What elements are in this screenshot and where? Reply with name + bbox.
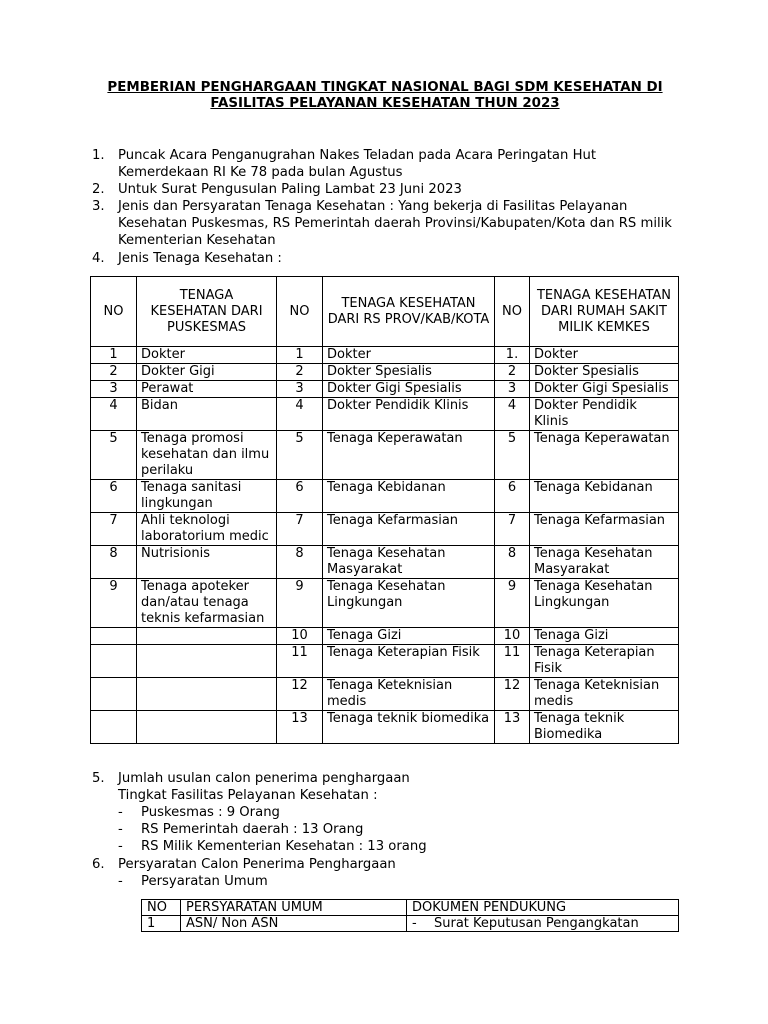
- table-cell: Tenaga Keterapian Fisik: [530, 645, 679, 678]
- table-cell: 4: [91, 398, 137, 431]
- table-row: [91, 645, 679, 678]
- table-cell: [91, 628, 137, 645]
- table-cell: Tenaga Keterapian Fisik: [323, 645, 495, 678]
- table-cell: 6: [495, 480, 530, 513]
- bullet-text: Puskesmas : 9 Orang: [141, 805, 280, 820]
- column-header: TENAGA KESEHATAN DARI RS PROV/KAB/KOTA: [323, 277, 495, 347]
- table-cell: 9: [91, 579, 137, 628]
- table-row: [91, 398, 679, 431]
- table-cell: 8: [277, 546, 323, 579]
- list-text: Jenis Tenaga Kesehatan :: [118, 251, 282, 266]
- table-cell: 4: [495, 398, 530, 431]
- table-cell: [91, 678, 137, 711]
- bullet-text: Persyaratan Umum: [141, 874, 268, 889]
- table-cell: Tenaga Keperawatan: [530, 431, 679, 480]
- tenaga-kesehatan-table: [90, 276, 679, 744]
- column-header: TENAGA KESEHATAN DARI RUMAH SAKIT MILIK KEMKES: [530, 277, 679, 347]
- table-cell: Tenaga Kesehatan Masyarakat: [323, 546, 495, 579]
- list-number: 5.: [92, 771, 105, 786]
- table-cell: [91, 645, 137, 678]
- table-cell: 1.: [495, 347, 530, 364]
- table-cell: 3: [495, 381, 530, 398]
- table-cell: 1: [142, 916, 181, 932]
- table-cell: 5: [91, 431, 137, 480]
- list-text: Untuk Surat Pengusulan Paling Lambat 23 Juni 2023: [118, 182, 462, 197]
- table-cell: 5: [495, 431, 530, 480]
- dash-bullet: -: [118, 805, 123, 820]
- list-number: 2.: [92, 182, 105, 197]
- table-cell: [137, 711, 277, 744]
- table-cell: 9: [495, 579, 530, 628]
- table-cell: Tenaga Kesehatan Lingkungan: [323, 579, 495, 628]
- title-line-2: FASILITAS PELAYANAN KESEHATAN THUN 2023: [210, 96, 560, 111]
- persyaratan-umum-table: [141, 899, 679, 932]
- table-row: [91, 546, 679, 579]
- table-row: [91, 431, 679, 480]
- table-cell: Tenaga teknik biomedika: [323, 711, 495, 744]
- table-row: [91, 513, 679, 546]
- table-cell: Dokter Gigi Spesialis: [323, 381, 495, 398]
- list-number: 1.: [92, 148, 105, 163]
- table-cell: 5: [277, 431, 323, 480]
- table-cell: 6: [277, 480, 323, 513]
- table-cell: 11: [495, 645, 530, 678]
- table-cell: 8: [495, 546, 530, 579]
- table-cell: 8: [91, 546, 137, 579]
- table-cell: 9: [277, 579, 323, 628]
- table-cell: Tenaga Keteknisian medis: [530, 678, 679, 711]
- list-number: 6.: [92, 857, 105, 872]
- column-header: NO: [277, 277, 323, 347]
- table-cell: Tenaga Kebidanan: [530, 480, 679, 513]
- list-text: Jenis dan Persyaratan Tenaga Kesehatan : Yang bekerja di Fasilitas Pelayanan: [118, 199, 628, 214]
- table-row: [91, 628, 679, 645]
- table-cell: 4: [277, 398, 323, 431]
- table-cell: Tenaga Keteknisian medis: [323, 678, 495, 711]
- table-header-row: [91, 277, 679, 347]
- table-row: [91, 678, 679, 711]
- table-cell: Dokter Spesialis: [530, 364, 679, 381]
- title-line-1: PEMBERIAN PENGHARGAAN TINGKAT NASIONAL BAGI SDM KESEHATAN DI: [107, 80, 663, 95]
- column-header: DOKUMEN PENDUKUNG: [407, 900, 679, 916]
- list-number: 4.: [92, 251, 105, 266]
- table-cell: [137, 628, 277, 645]
- table-cell: 2: [277, 364, 323, 381]
- list-text: Kementerian Kesehatan: [118, 233, 276, 248]
- dash-bullet: -: [118, 822, 123, 837]
- table-cell: Dokter Pendidik Klinis: [323, 398, 495, 431]
- table-cell: 10: [495, 628, 530, 645]
- table-cell: Tenaga apoteker dan/atau tenaga teknis kefarmasian: [137, 579, 277, 628]
- table-cell: 2: [495, 364, 530, 381]
- column-header: NO: [91, 277, 137, 347]
- table-cell: Nutrisionis: [137, 546, 277, 579]
- table-cell: [407, 916, 679, 932]
- page-title: [60, 80, 710, 112]
- table-cell: Tenaga Kebidanan: [323, 480, 495, 513]
- table-cell: Tenaga Kesehatan Masyarakat: [530, 546, 679, 579]
- table-row: [91, 711, 679, 744]
- table-cell: Ahli teknologi laboratorium medic: [137, 513, 277, 546]
- column-header: NO: [142, 900, 181, 916]
- table-cell: Tenaga Gizi: [530, 628, 679, 645]
- table-cell: 13: [277, 711, 323, 744]
- table-cell: Bidan: [137, 398, 277, 431]
- dash-bullet: -: [118, 874, 123, 889]
- table-cell: Dokter: [323, 347, 495, 364]
- table-cell: 1: [91, 347, 137, 364]
- table-cell: Dokter Pendidik Klinis: [530, 398, 679, 431]
- table-cell: 11: [277, 645, 323, 678]
- table-cell: Tenaga teknik Biomedika: [530, 711, 679, 744]
- table-cell: Tenaga Kefarmasian: [323, 513, 495, 546]
- table-row: [91, 347, 679, 364]
- table-row: [142, 916, 679, 932]
- table-cell: 7: [277, 513, 323, 546]
- list-text: Persyaratan Calon Penerima Penghargaan: [118, 857, 396, 872]
- table-cell: Tenaga Keperawatan: [323, 431, 495, 480]
- table-cell: 10: [277, 628, 323, 645]
- table-cell: Tenaga Gizi: [323, 628, 495, 645]
- table-cell: Dokter Gigi Spesialis: [530, 381, 679, 398]
- dash-bullet: -: [412, 916, 417, 931]
- table-cell: Tenaga promosi kesehatan dan ilmu perilaku: [137, 431, 277, 480]
- table-cell: [137, 678, 277, 711]
- table-cell: Perawat: [137, 381, 277, 398]
- table-cell: 3: [91, 381, 137, 398]
- list-text: Puncak Acara Penganugrahan Nakes Teladan pada Acara Peringatan Hut: [118, 148, 597, 163]
- list-text: Jumlah usulan calon penerima penghargaan: [118, 771, 410, 786]
- dokumen-text: Surat Keputusan Pengangkatan: [434, 916, 639, 931]
- bullet-text: RS Milik Kementerian Kesehatan : 13 orang: [141, 839, 427, 854]
- table-cell: 1: [277, 347, 323, 364]
- table-row: [91, 579, 679, 628]
- column-header: PERSYARATAN UMUM: [181, 900, 407, 916]
- table-row: [91, 381, 679, 398]
- table-row: [91, 364, 679, 381]
- table-cell: Dokter: [137, 347, 277, 364]
- table-cell: Dokter: [530, 347, 679, 364]
- table-cell: Dokter Spesialis: [323, 364, 495, 381]
- table-cell: 3: [277, 381, 323, 398]
- table-cell: 6: [91, 480, 137, 513]
- list-text: Tingkat Fasilitas Pelayanan Kesehatan :: [118, 788, 378, 803]
- bullet-text: RS Pemerintah daerah : 13 Orang: [141, 822, 364, 837]
- table-cell: Tenaga Kefarmasian: [530, 513, 679, 546]
- table-cell: 2: [91, 364, 137, 381]
- column-header: NO: [495, 277, 530, 347]
- table-cell: Tenaga Kesehatan Lingkungan: [530, 579, 679, 628]
- table-cell: Tenaga sanitasi lingkungan: [137, 480, 277, 513]
- table-cell: 13: [495, 711, 530, 744]
- table-row: [91, 480, 679, 513]
- table-cell: 7: [495, 513, 530, 546]
- table-cell: Dokter Gigi: [137, 364, 277, 381]
- table-header-row: [142, 900, 679, 916]
- table-cell: [91, 711, 137, 744]
- column-header: TENAGA KESEHATAN DARI PUSKESMAS: [137, 277, 277, 347]
- dash-bullet: -: [118, 839, 123, 854]
- table-cell: [137, 645, 277, 678]
- table-cell: ASN/ Non ASN: [181, 916, 407, 932]
- table-cell: 7: [91, 513, 137, 546]
- list-text: Kesehatan Puskesmas, RS Pemerintah daerah Provinsi/Kabupaten/Kota dan RS milik: [118, 216, 672, 231]
- table-cell: 12: [495, 678, 530, 711]
- table-cell: 12: [277, 678, 323, 711]
- list-text: Kemerdekaan RI Ke 78 pada bulan Agustus: [118, 165, 403, 180]
- list-number: 3.: [92, 199, 105, 214]
